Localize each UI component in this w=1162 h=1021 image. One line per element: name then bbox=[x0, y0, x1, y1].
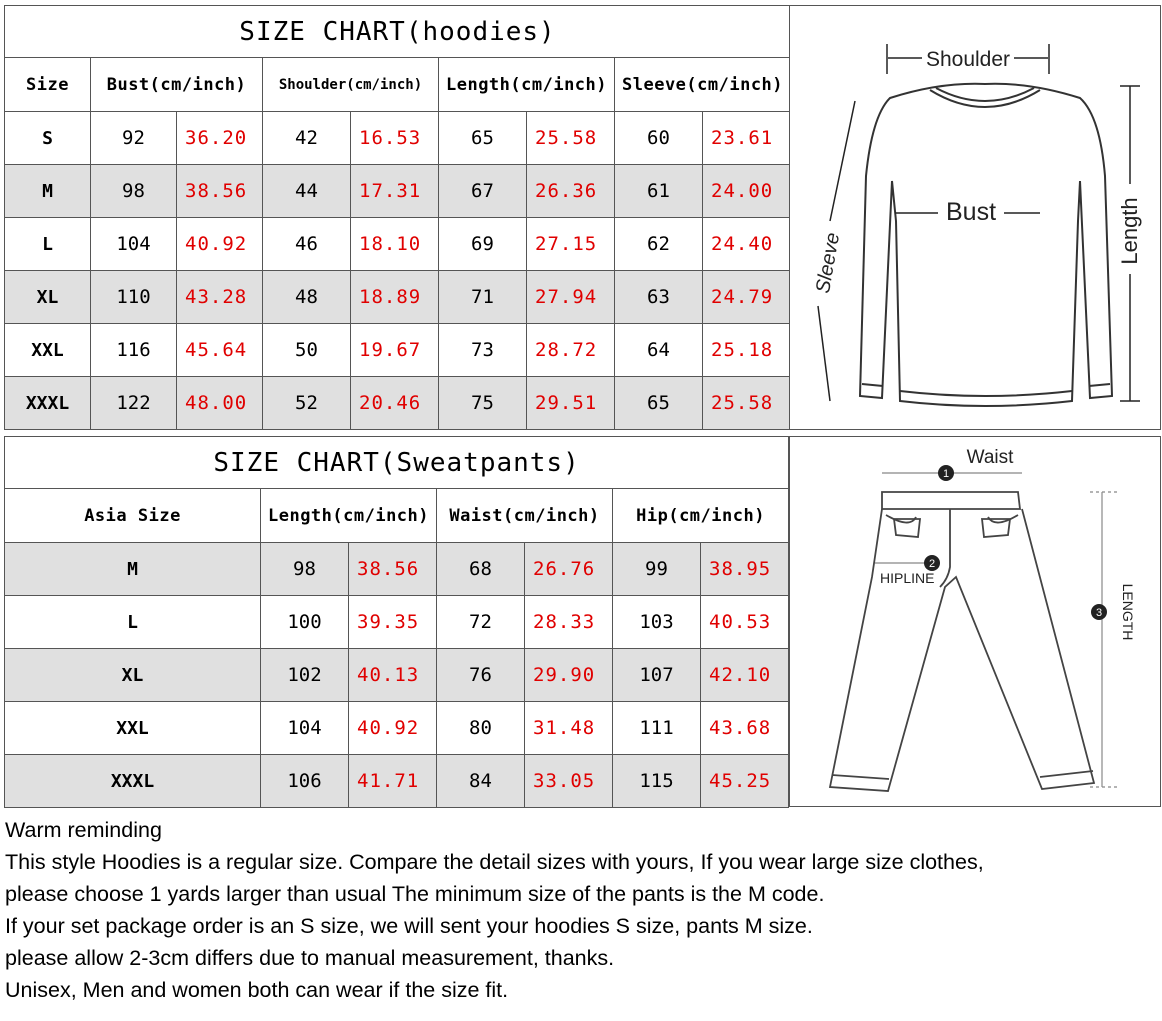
hip-cm-cell: 99 bbox=[613, 543, 701, 596]
bust-cm-cell: 110 bbox=[91, 271, 177, 324]
length-cm-cell: 73 bbox=[439, 324, 527, 377]
note-line: Unisex, Men and women both can wear if the size fit. bbox=[5, 978, 509, 1002]
note-line: If your set package order is an S size, we will sent your hoodies S size, pants M size. bbox=[5, 914, 813, 938]
length-cm-cell: 69 bbox=[439, 218, 527, 271]
bust-inch-cell: 36.20 bbox=[177, 112, 263, 165]
warm-reminding-notes bbox=[5, 814, 1160, 1006]
sleeve-cm-cell: 64 bbox=[615, 324, 703, 377]
size-cell: XXL bbox=[5, 702, 261, 755]
bust-label: Bust bbox=[945, 198, 997, 226]
size-cell: XXL bbox=[5, 324, 91, 377]
table-row bbox=[5, 755, 789, 808]
col-header-bust: Bust(cm/inch) bbox=[91, 58, 263, 112]
hip-cm-cell: 111 bbox=[613, 702, 701, 755]
hoodies-chart-title: SIZE CHART(hoodies) bbox=[5, 6, 791, 58]
length-cm-cell: 102 bbox=[261, 649, 349, 702]
length-inch-cell: 25.58 bbox=[527, 112, 615, 165]
shoulder-inch-cell: 20.46 bbox=[351, 377, 439, 430]
waist-cm-cell: 68 bbox=[437, 543, 525, 596]
length-inch-cell: 27.94 bbox=[527, 271, 615, 324]
bust-inch-cell: 38.56 bbox=[177, 165, 263, 218]
hoodies-size-table bbox=[4, 5, 791, 430]
size-cell: XL bbox=[5, 649, 261, 702]
pants-illustration bbox=[790, 437, 1160, 806]
size-cell: XL bbox=[5, 271, 91, 324]
length-cm-cell: 104 bbox=[261, 702, 349, 755]
sleeve-cm-cell: 61 bbox=[615, 165, 703, 218]
note-line: please choose 1 yards larger than usual The minimum size of the pants is the M code. bbox=[5, 882, 825, 906]
sleeve-cm-cell: 65 bbox=[615, 377, 703, 430]
marker-3-number: 3 bbox=[1095, 607, 1103, 619]
shoulder-cm-cell: 50 bbox=[263, 324, 351, 377]
bust-inch-cell: 40.92 bbox=[177, 218, 263, 271]
hipline-label: HIPLINE bbox=[880, 570, 935, 586]
shoulder-inch-cell: 18.89 bbox=[351, 271, 439, 324]
size-cell: XXXL bbox=[5, 377, 91, 430]
sweatpants-chart-title: SIZE CHART(Sweatpants) bbox=[5, 437, 789, 489]
marker-2-icon bbox=[924, 555, 940, 571]
col-header-waist: Waist(cm/inch) bbox=[437, 489, 613, 543]
hip-inch-cell: 45.25 bbox=[701, 755, 789, 808]
waist-label: Waist bbox=[966, 447, 1014, 468]
length-label: LENGTH bbox=[1120, 583, 1136, 641]
table-row bbox=[5, 112, 791, 165]
length-inch-cell: 41.71 bbox=[349, 755, 437, 808]
marker-3-icon bbox=[1091, 604, 1107, 620]
note-line: please allow 2-3cm differs due to manual measurement, thanks. bbox=[5, 946, 615, 970]
bust-inch-cell: 43.28 bbox=[177, 271, 263, 324]
bust-cm-cell: 98 bbox=[91, 165, 177, 218]
table-row bbox=[5, 218, 791, 271]
table-row bbox=[5, 271, 791, 324]
marker-1-icon bbox=[938, 465, 954, 481]
length-cm-cell: 106 bbox=[261, 755, 349, 808]
length-inch-cell: 28.72 bbox=[527, 324, 615, 377]
hip-inch-cell: 40.53 bbox=[701, 596, 789, 649]
waist-cm-cell: 84 bbox=[437, 755, 525, 808]
size-cell: M bbox=[5, 543, 261, 596]
waist-cm-cell: 76 bbox=[437, 649, 525, 702]
bust-cm-cell: 92 bbox=[91, 112, 177, 165]
hoodie-measurement-diagram bbox=[789, 5, 1161, 430]
shoulder-cm-cell: 42 bbox=[263, 112, 351, 165]
hip-inch-cell: 38.95 bbox=[701, 543, 789, 596]
length-inch-cell: 40.13 bbox=[349, 649, 437, 702]
sleeve-inch-cell: 24.40 bbox=[703, 218, 791, 271]
table-row bbox=[5, 165, 791, 218]
col-header-shoulder: Shoulder(cm/inch) bbox=[263, 58, 439, 112]
waist-inch-cell: 29.90 bbox=[525, 649, 613, 702]
hip-cm-cell: 103 bbox=[613, 596, 701, 649]
table-row bbox=[5, 702, 789, 755]
length-cm-cell: 98 bbox=[261, 543, 349, 596]
col-header-sleeve: Sleeve(cm/inch) bbox=[615, 58, 791, 112]
size-cell: S bbox=[5, 112, 91, 165]
table-row bbox=[5, 543, 789, 596]
sleeve-label: Sleeve bbox=[811, 230, 845, 295]
length-label: Length bbox=[1117, 197, 1142, 265]
length-inch-cell: 29.51 bbox=[527, 377, 615, 430]
hip-inch-cell: 43.68 bbox=[701, 702, 789, 755]
shoulder-cm-cell: 44 bbox=[263, 165, 351, 218]
length-cm-cell: 65 bbox=[439, 112, 527, 165]
sleeve-cm-cell: 63 bbox=[615, 271, 703, 324]
waist-cm-cell: 80 bbox=[437, 702, 525, 755]
length-inch-cell: 27.15 bbox=[527, 218, 615, 271]
hip-cm-cell: 115 bbox=[613, 755, 701, 808]
col-header-size: Size bbox=[5, 58, 91, 112]
table-row bbox=[5, 596, 789, 649]
waist-inch-cell: 26.76 bbox=[525, 543, 613, 596]
length-inch-cell: 39.35 bbox=[349, 596, 437, 649]
sleeve-inch-cell: 25.58 bbox=[703, 377, 791, 430]
shoulder-inch-cell: 18.10 bbox=[351, 218, 439, 271]
shoulder-cm-cell: 46 bbox=[263, 218, 351, 271]
length-cm-cell: 71 bbox=[439, 271, 527, 324]
col-header-hip: Hip(cm/inch) bbox=[613, 489, 789, 543]
table-row bbox=[5, 377, 791, 430]
notes-heading: Warm reminding bbox=[5, 818, 162, 842]
shoulder-cm-cell: 52 bbox=[263, 377, 351, 430]
shoulder-inch-cell: 17.31 bbox=[351, 165, 439, 218]
size-cell: L bbox=[5, 596, 261, 649]
length-inch-cell: 26.36 bbox=[527, 165, 615, 218]
waist-cm-cell: 72 bbox=[437, 596, 525, 649]
shoulder-label: Shoulder bbox=[925, 48, 1011, 71]
length-cm-cell: 67 bbox=[439, 165, 527, 218]
hip-cm-cell: 107 bbox=[613, 649, 701, 702]
hip-inch-cell: 42.10 bbox=[701, 649, 789, 702]
marker-1-number: 1 bbox=[942, 468, 950, 480]
table-row bbox=[5, 324, 791, 377]
marker-2-number: 2 bbox=[928, 558, 936, 570]
bust-inch-cell: 48.00 bbox=[177, 377, 263, 430]
size-cell: M bbox=[5, 165, 91, 218]
waist-inch-cell: 28.33 bbox=[525, 596, 613, 649]
shoulder-cm-cell: 48 bbox=[263, 271, 351, 324]
sleeve-cm-cell: 62 bbox=[615, 218, 703, 271]
length-cm-cell: 75 bbox=[439, 377, 527, 430]
sleeve-inch-cell: 24.79 bbox=[703, 271, 791, 324]
col-header-asia-size: Asia Size bbox=[5, 489, 261, 543]
sweatpants-size-table bbox=[4, 436, 789, 808]
bust-cm-cell: 104 bbox=[91, 218, 177, 271]
shoulder-inch-cell: 19.67 bbox=[351, 324, 439, 377]
size-cell: XXXL bbox=[5, 755, 261, 808]
waist-inch-cell: 31.48 bbox=[525, 702, 613, 755]
length-inch-cell: 38.56 bbox=[349, 543, 437, 596]
sleeve-inch-cell: 25.18 bbox=[703, 324, 791, 377]
sleeve-inch-cell: 24.00 bbox=[703, 165, 791, 218]
table-row bbox=[5, 649, 789, 702]
waist-inch-cell: 33.05 bbox=[525, 755, 613, 808]
pants-measurement-diagram bbox=[789, 436, 1161, 807]
length-inch-cell: 40.92 bbox=[349, 702, 437, 755]
sleeve-inch-cell: 23.61 bbox=[703, 112, 791, 165]
bust-cm-cell: 122 bbox=[91, 377, 177, 430]
bust-inch-cell: 45.64 bbox=[177, 324, 263, 377]
col-header-length: Length(cm/inch) bbox=[439, 58, 615, 112]
bust-cm-cell: 116 bbox=[91, 324, 177, 377]
shoulder-inch-cell: 16.53 bbox=[351, 112, 439, 165]
size-cell: L bbox=[5, 218, 91, 271]
col-header-length: Length(cm/inch) bbox=[261, 489, 437, 543]
note-line: This style Hoodies is a regular size. Compare the detail sizes with yours, If you wear large size clothes, bbox=[5, 850, 984, 874]
hoodie-illustration bbox=[790, 6, 1160, 429]
length-cm-cell: 100 bbox=[261, 596, 349, 649]
sleeve-cm-cell: 60 bbox=[615, 112, 703, 165]
